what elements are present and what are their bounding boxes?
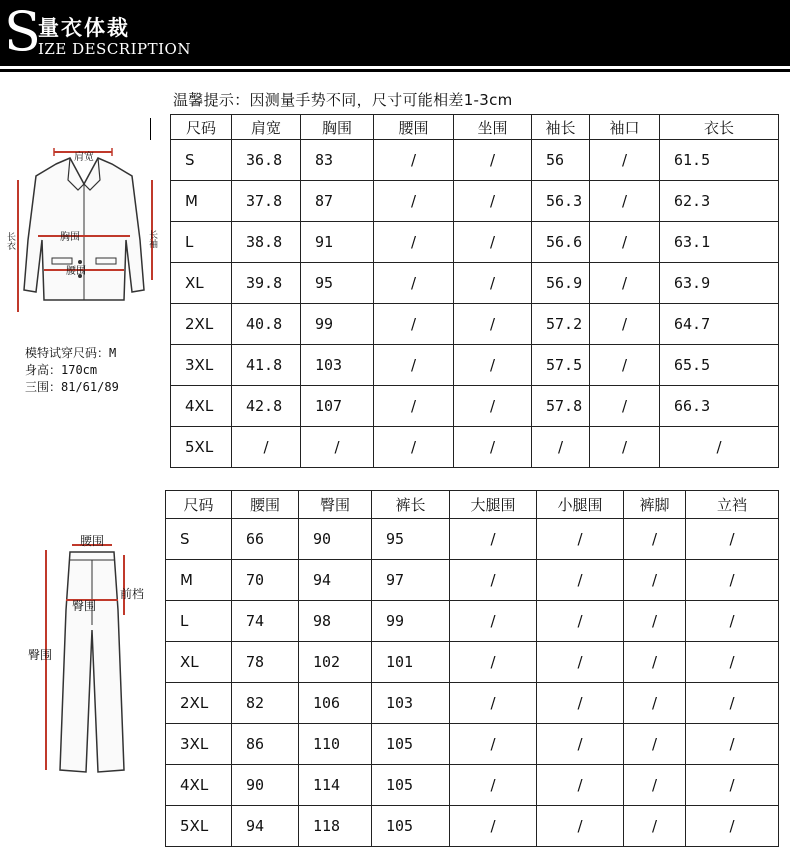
jacket-header-cell: 胸围 <box>301 115 374 140</box>
value-cell: / <box>686 724 779 765</box>
pants-header-cell: 立裆 <box>686 491 779 519</box>
table-row <box>166 724 779 765</box>
value-cell: 36.8 <box>232 140 301 181</box>
value-cell: 74 <box>232 601 299 642</box>
value-cell: / <box>454 222 532 263</box>
value-cell: 97 <box>372 560 450 601</box>
label-pants-hip: 臀围 <box>72 599 97 613</box>
size-label-cell: L <box>166 601 232 642</box>
size-label-cell: XL <box>166 642 232 683</box>
header-divider <box>0 69 790 72</box>
model-info <box>25 345 119 396</box>
value-cell: 83 <box>301 140 374 181</box>
pants-header-cell: 裤长 <box>372 491 450 519</box>
value-cell: 64.7 <box>660 304 779 345</box>
table-row <box>171 427 779 468</box>
value-cell: / <box>374 427 454 468</box>
value-cell: / <box>454 304 532 345</box>
value-cell: 70 <box>232 560 299 601</box>
value-cell: 63.9 <box>660 263 779 304</box>
value-cell: 102 <box>299 642 372 683</box>
value-cell: 62.3 <box>660 181 779 222</box>
value-cell: 56.6 <box>532 222 590 263</box>
label-waist: 腰围 <box>66 266 86 277</box>
pants-header-cell: 大腿围 <box>450 491 537 519</box>
size-label-cell: M <box>166 560 232 601</box>
table-row <box>166 683 779 724</box>
value-cell: 90 <box>299 519 372 560</box>
pants-header-cell: 臀围 <box>299 491 372 519</box>
table-row <box>171 263 779 304</box>
value-cell: 86 <box>232 724 299 765</box>
model-measurements: 三围：81/61/89 <box>25 380 119 394</box>
value-cell: 91 <box>301 222 374 263</box>
value-cell: / <box>590 140 660 181</box>
value-cell: 61.5 <box>660 140 779 181</box>
value-cell: 41.8 <box>232 345 301 386</box>
jacket-illustration <box>8 140 160 320</box>
size-label-cell: L <box>171 222 232 263</box>
size-label-cell: S <box>166 519 232 560</box>
table-row <box>166 560 779 601</box>
value-cell: / <box>624 601 686 642</box>
value-cell: / <box>454 386 532 427</box>
value-cell: 78 <box>232 642 299 683</box>
value-cell: / <box>590 222 660 263</box>
value-cell: / <box>374 181 454 222</box>
value-cell: 66 <box>232 519 299 560</box>
value-cell: / <box>686 765 779 806</box>
table-row <box>166 642 779 683</box>
value-cell: 82 <box>232 683 299 724</box>
value-cell: / <box>454 181 532 222</box>
value-cell: / <box>624 519 686 560</box>
tick-mark <box>150 118 151 140</box>
size-label-cell: S <box>171 140 232 181</box>
value-cell: / <box>537 724 624 765</box>
value-cell: / <box>686 519 779 560</box>
measurement-tip: 温馨提示：因测量手势不同，尺寸可能相差1-3cm <box>173 91 513 109</box>
label-shoulder: 肩宽 <box>74 152 94 163</box>
value-cell: 56 <box>532 140 590 181</box>
value-cell: / <box>374 222 454 263</box>
value-cell: 95 <box>372 519 450 560</box>
pants-size-table <box>165 490 779 847</box>
value-cell: 105 <box>372 765 450 806</box>
value-cell: 103 <box>372 683 450 724</box>
value-cell: 106 <box>299 683 372 724</box>
value-cell: 56.9 <box>532 263 590 304</box>
value-cell: / <box>454 140 532 181</box>
model-size: 模特试穿尺码：M <box>25 346 117 360</box>
pants-header-cell: 尺码 <box>166 491 232 519</box>
value-cell: / <box>232 427 301 468</box>
value-cell: / <box>624 560 686 601</box>
value-cell: / <box>450 642 537 683</box>
header-title-en: IZE DESCRIPTION <box>38 40 191 58</box>
value-cell: / <box>450 683 537 724</box>
header-title-cn: 量衣体裁 <box>38 16 130 40</box>
table-row <box>166 806 779 847</box>
model-height: 身高：170cm <box>25 363 98 377</box>
value-cell: / <box>374 263 454 304</box>
value-cell: 42.8 <box>232 386 301 427</box>
pants-header-row <box>166 491 779 519</box>
value-cell: 87 <box>301 181 374 222</box>
value-cell: / <box>624 806 686 847</box>
value-cell: 99 <box>372 601 450 642</box>
jacket-header-cell: 衣长 <box>660 115 779 140</box>
value-cell: / <box>590 263 660 304</box>
value-cell: 94 <box>232 806 299 847</box>
value-cell: / <box>590 427 660 468</box>
size-label-cell: 4XL <box>171 386 232 427</box>
value-cell: / <box>537 519 624 560</box>
table-row <box>166 601 779 642</box>
size-label-cell: 2XL <box>166 683 232 724</box>
table-row <box>166 765 779 806</box>
header-banner <box>0 0 790 66</box>
value-cell: 105 <box>372 806 450 847</box>
value-cell: / <box>450 806 537 847</box>
value-cell: / <box>624 724 686 765</box>
label-length-left: 长衣 <box>5 232 15 250</box>
size-label-cell: 5XL <box>166 806 232 847</box>
value-cell: 63.1 <box>660 222 779 263</box>
value-cell: / <box>686 642 779 683</box>
value-cell: / <box>454 263 532 304</box>
value-cell: / <box>374 386 454 427</box>
size-label-cell: XL <box>171 263 232 304</box>
size-label-cell: M <box>171 181 232 222</box>
table-row <box>166 519 779 560</box>
value-cell: 39.8 <box>232 263 301 304</box>
table-row <box>171 140 779 181</box>
label-front-rise: 前档 <box>120 587 145 601</box>
value-cell: 114 <box>299 765 372 806</box>
value-cell: / <box>624 683 686 724</box>
value-cell: / <box>590 181 660 222</box>
value-cell: 101 <box>372 642 450 683</box>
jacket-header-cell: 袖口 <box>590 115 660 140</box>
table-row <box>171 181 779 222</box>
jacket-header-cell: 坐围 <box>454 115 532 140</box>
value-cell: / <box>686 601 779 642</box>
value-cell: 65.5 <box>660 345 779 386</box>
size-label-cell: 3XL <box>166 724 232 765</box>
value-cell: / <box>686 560 779 601</box>
value-cell: 105 <box>372 724 450 765</box>
value-cell: / <box>537 560 624 601</box>
label-chest: 胸围 <box>60 232 80 243</box>
pants-header-cell: 小腿围 <box>537 491 624 519</box>
value-cell: 103 <box>301 345 374 386</box>
value-cell: 90 <box>232 765 299 806</box>
size-label-cell: 3XL <box>171 345 232 386</box>
table-row <box>171 222 779 263</box>
value-cell: / <box>454 345 532 386</box>
value-cell: / <box>537 601 624 642</box>
value-cell: / <box>537 683 624 724</box>
jacket-size-table <box>170 114 779 468</box>
jacket-header-cell: 肩宽 <box>232 115 301 140</box>
value-cell: 37.8 <box>232 181 301 222</box>
value-cell: 57.2 <box>532 304 590 345</box>
table-row <box>171 386 779 427</box>
value-cell: / <box>374 304 454 345</box>
value-cell: / <box>686 806 779 847</box>
jacket-header-cell: 尺码 <box>171 115 232 140</box>
label-pants-waist: 腰围 <box>80 534 105 548</box>
value-cell: 99 <box>301 304 374 345</box>
pants-header-cell: 腰围 <box>232 491 299 519</box>
value-cell: / <box>537 642 624 683</box>
value-cell: / <box>590 386 660 427</box>
value-cell: / <box>301 427 374 468</box>
value-cell: 40.8 <box>232 304 301 345</box>
size-label-cell: 2XL <box>171 304 232 345</box>
value-cell: / <box>532 427 590 468</box>
value-cell: / <box>624 642 686 683</box>
jacket-header-row <box>171 115 779 140</box>
label-pants-hip-side: 臀围 <box>28 648 53 662</box>
value-cell: / <box>624 765 686 806</box>
size-label-cell: 4XL <box>166 765 232 806</box>
value-cell: / <box>450 765 537 806</box>
table-row <box>171 345 779 386</box>
value-cell: / <box>374 140 454 181</box>
value-cell: 98 <box>299 601 372 642</box>
value-cell: 107 <box>301 386 374 427</box>
value-cell: / <box>450 724 537 765</box>
jacket-header-cell: 腰围 <box>374 115 454 140</box>
value-cell: 57.5 <box>532 345 590 386</box>
value-cell: / <box>450 601 537 642</box>
header-big-letter: S <box>4 0 41 63</box>
value-cell: 94 <box>299 560 372 601</box>
value-cell: / <box>450 519 537 560</box>
value-cell: / <box>450 560 537 601</box>
size-label-cell: 5XL <box>171 427 232 468</box>
value-cell: / <box>454 427 532 468</box>
jacket-header-cell: 袖长 <box>532 115 590 140</box>
pants-header-cell: 裤脚 <box>624 491 686 519</box>
value-cell: 118 <box>299 806 372 847</box>
value-cell: / <box>537 806 624 847</box>
value-cell: / <box>590 345 660 386</box>
value-cell: 95 <box>301 263 374 304</box>
label-length-right: 长袖 <box>147 230 157 248</box>
value-cell: / <box>590 304 660 345</box>
value-cell: 110 <box>299 724 372 765</box>
value-cell: / <box>537 765 624 806</box>
table-row <box>171 304 779 345</box>
value-cell: 66.3 <box>660 386 779 427</box>
value-cell: / <box>686 683 779 724</box>
value-cell: 38.8 <box>232 222 301 263</box>
value-cell: / <box>374 345 454 386</box>
value-cell: 57.8 <box>532 386 590 427</box>
value-cell: 56.3 <box>532 181 590 222</box>
value-cell: / <box>660 427 779 468</box>
